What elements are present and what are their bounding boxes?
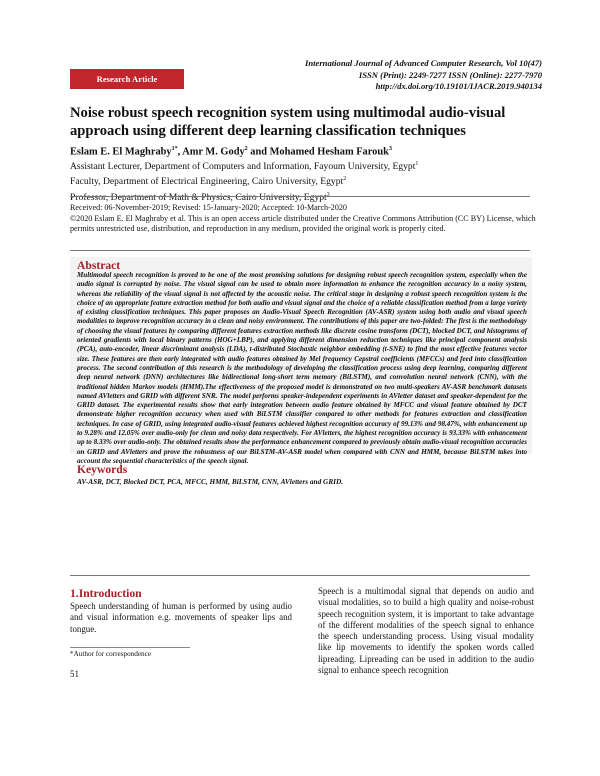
author-separator: and [247,146,270,158]
article-type-badge: Research Article [70,69,184,89]
introduction-right-column: Speech is a multimodal signal that depends on audio and visual modalities, so to build a high quality and noise-robust speech recognition system, it is important to take advantage of the different modalities of the speech signal to enhance the speech understanding process. Using visual modality like lip movements to identify the spoken words called lipreading. Lipreading can be used in addition to the audio signal to enhance speech recognition [318,586,534,676]
license-text: ©2020 Eslam E. El Maghraby et al. This is an open access article distributed under the Creative Commons Attribution (CC BY) License, which permits unrestricted use, distribution, and reproduction in any medium, provided the original work is properly cited. [70,213,536,233]
publication-info [70,203,540,235]
affiliation-sup: 1 [415,161,419,167]
divider [70,250,530,251]
divider [70,575,530,576]
footnote: *Author for correspondence [70,650,152,658]
dates-line: Received: 06-November-2019; Revised: 15-January-2020; Accepted: 10-March-2020 [70,203,347,212]
keywords-text: AV-ASR, DCT, Blocked DCT, PCA, MFCC, HMM, BiLSTM, CNN, AVletters and GRID. [77,477,344,486]
journal-header [305,58,542,93]
abstract-text: Multimodal speech recognition is proved to be one of the most promising solutions for designing robust speech recognition system, especially when the audio signal is corrupted by noise. The visual signal can be used to obtain more information to enhance the recognition accuracy in a noisy system, whereas the reliability of the visual signal is not affected by the acoustic noise. The critical stage in designing a robust speech recognition system is the choice of an appropriate feature extraction method for both audio and visual signal and the choice of a reliable classification method from a large variety of existing classification techniques. This paper proposes an Audio-Visual Speech Recognition (AV-ASR) system using both audio and visual speech modalities to improve recognition accuracy in a clean and noisy environment. The contributions of this paper are two-folded: The first is the methodology of choosing the visual features by comparing different features extraction methods like discrete cosine transform (DCT), blocked DCT, and histograms of oriented gradients with local binary patterns (HOG+LBP), and applying different dimension reduction techniques like principal component analysis (PCA), auto-encoder, linear discriminant analysis (LDA), t-distributed Stochastic neighbor embedding (t-SNE) to find the most effective features vector size. These features are then early integrated with audio features obtained by Mel frequency Cepstral coefficients (MFCCs) and feed into classification process. The second contribution of this research is the methodology of developing the classification process using deep learning, comparing different deep neural network (DNN) architectures like bidirectional long-short term memory (BiLSTM), and convolution neural network (CNN), with the traditional hidden Markov models (HMM).The effectiveness of the proposed model is demonstrated on two multi-speakers AV-ASR benchmark datasets named AVletters and GRID with different SNR. The model performs speaker-independent experiments in AVletter dataset and speaker-dependent for the GRID dataset. The experimental results show that early integration between audio feature obtained by MFCC and visual feature obtained by DCT demonstrate higher recognition accuracy when used with BiLSTM classifier compared to other methods for features extraction and classification techniques. In case of GRID, using integrated audio-visual features achieved highest recognition accuracy of 99.13% and 98.47%, with enhancement up to 9.28% and 12.05% over audio-only for clean and noisy data respectively. For AVletters, the highest recognition accuracy is 93.33% with enhancement up to 8.33% over audio-only. The obtained results show the performance enhancement compared to previously obtain audio-visual recognition accuracies on GRID and AVletters and prove the robustness of our BiLSTM-AV-ASR model when compared with CNN and HMM, because BiLSTM takes into account the sequential characteristics of the speech signal. [77,271,527,465]
introduction-left-column: Speech understanding of human is performed by using audio and visual information e.g. movements of speaker lips and tongue. [70,601,292,634]
author-name: Mohamed Hesham Farouk [269,146,389,158]
affiliation-text: Faculty, Department of Electrical Engineering, Cairo University, Egypt [70,176,344,188]
journal-doi[interactable]: http://dx.doi.org/10.19101/IJACR.2019.940134 [375,81,542,91]
author-separator: , [177,146,183,158]
journal-issn: ISSN (Print): 2249-7277 ISSN (Online): 2277-7970 [358,69,542,80]
author-name: Amr M. Gody [182,146,245,158]
divider [70,196,530,197]
affiliation-text: Professor, Department of Math & Physics, Cairo University, Egypt [70,192,327,204]
affiliation-text: Assistant Lecturer, Department of Computers and Information, Fayoum University, Egypt [70,161,416,173]
page-number: 51 [70,669,79,679]
affiliation-line [70,173,540,188]
keywords-heading: Keywords [77,463,128,476]
paper-title: Noise robust speech recognition system using multimodal audio-visual approach using different deep learning classification techniques [70,105,506,139]
journal-name: International Journal of Advanced Computer Research, Vol 10(47) [305,58,542,68]
author-sup: 2 [244,146,248,152]
author-sup: 3 [388,146,392,152]
author-list [70,146,540,157]
introduction-heading: 1.Introduction [70,587,142,600]
author-sup: 1* [171,146,178,152]
abstract-heading: Abstract [77,259,121,272]
footnote-rule [70,647,190,648]
affiliations [70,158,540,204]
affiliation-line [70,158,540,173]
author-name: Eslam E. El Maghraby [70,146,172,158]
affiliation-sup: 3 [326,191,330,198]
affiliation-sup: 2 [343,176,347,183]
